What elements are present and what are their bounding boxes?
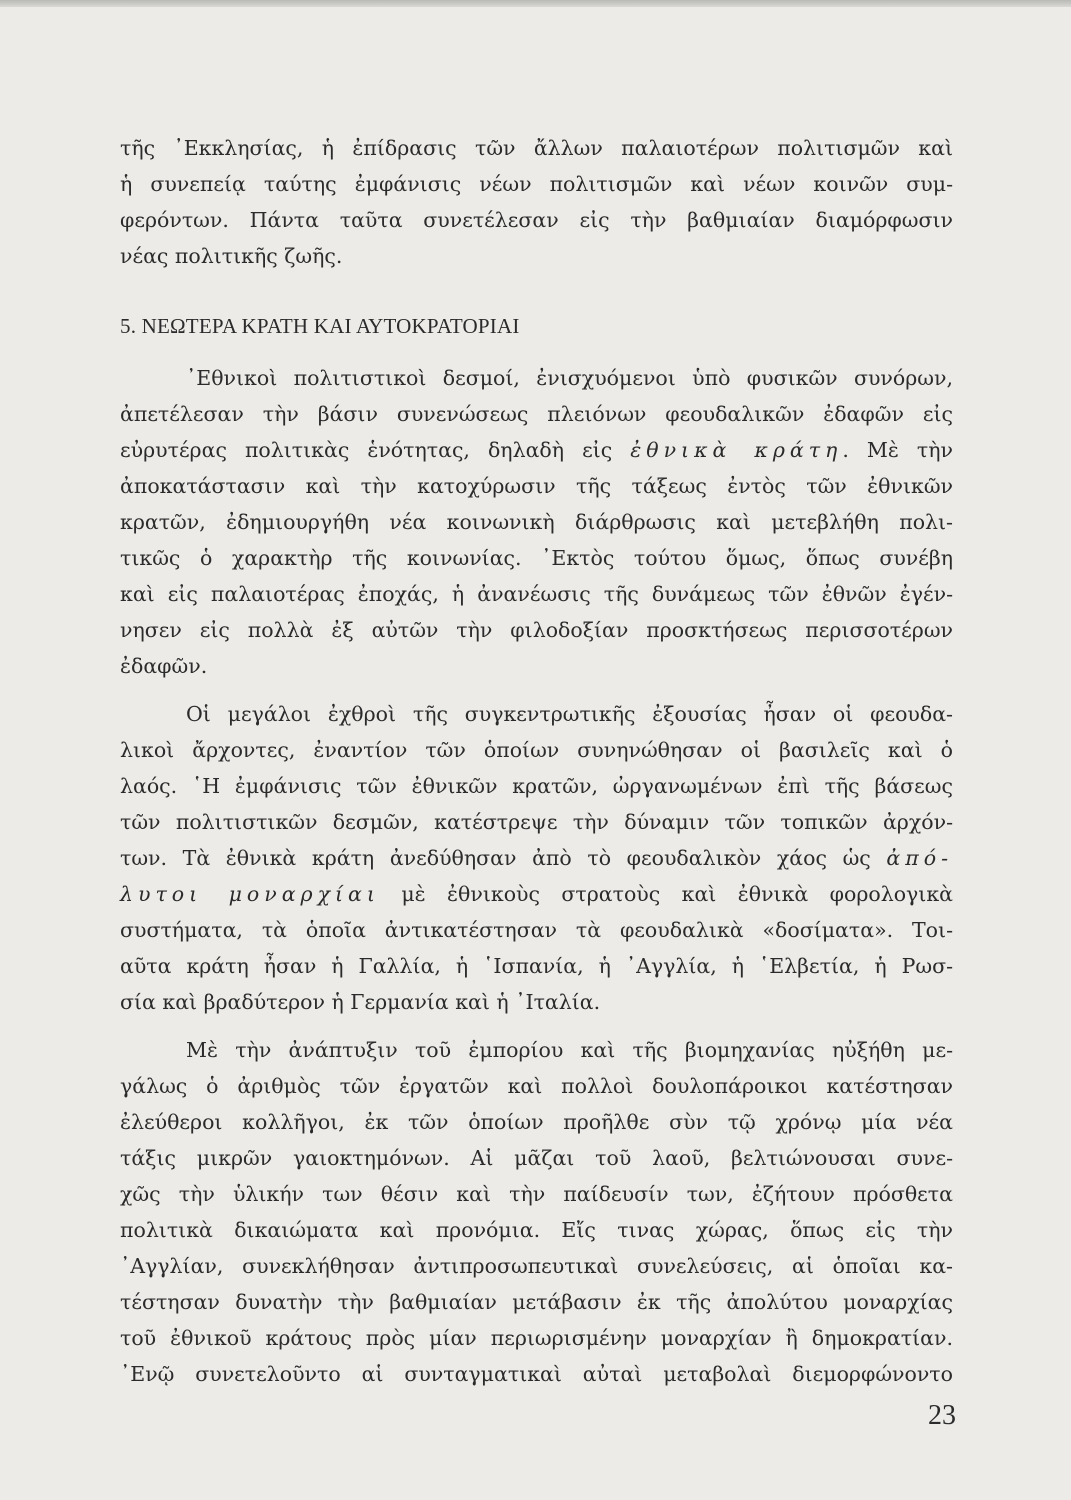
text-line: ἐδαφῶν. [120, 654, 208, 678]
text-line: χῶς τὴν ὑλικήν των θέσιν καὶ τὴν παίδευσίν των, ἐζήτουν πρόσθετα [120, 1182, 953, 1206]
page-top-edge [0, 0, 1071, 7]
emphasized-term: λυτοι μοναρχίαι [120, 882, 380, 906]
text-fragment: . Μὲ τὴν [842, 438, 953, 462]
text-line: τῶν πολιτιστικῶν δεσμῶν, κατέστρεψε τὴν δύναμιν τῶν τοπικῶν ἀρχόν- [120, 810, 953, 834]
text-line: τῆς ᾽Εκκλησίας, ἡ ἐπίδρασις τῶν ἄλλων παλαιοτέρων πολιτισμῶν καὶ [120, 136, 953, 160]
text-line: φερόντων. Πάντα ταῦτα συνετέλεσαν εἰς τὴν βαθμιαίαν διαμόρφωσιν [120, 208, 953, 232]
text-line [120, 840, 953, 876]
text-line: ᾽Αγγλίαν, συνεκλήθησαν ἀντιπροσωπευτικαὶ συνελεύσεις, αἱ ὁποῖαι κα- [120, 1254, 953, 1278]
paragraph-national-states [120, 360, 953, 684]
text-line: αῦτα κράτη ἦσαν ἡ Γαλλία, ἡ ῾Ισπανία, ἡ ᾽Αγγλία, ἡ ῾Ελβετία, ἡ Ρωσ- [120, 954, 953, 978]
text-line: νέας πολιτικῆς ζωῆς. [120, 244, 343, 268]
text-line: πολιτικὰ δικαιώματα καὶ προνόμια. Εἴς τινας χώρας, ὅπως εἰς τὴν [120, 1218, 953, 1242]
book-page-text [120, 130, 953, 1392]
text-line: νησεν εἰς πολλὰ ἐξ αὐτῶν τὴν φιλοδοξίαν προσκτήσεως περισσοτέρων [120, 618, 953, 642]
text-line: τικῶς ὁ χαρακτὴρ τῆς κοινωνίας. ᾽Εκτὸς τούτου ὅμως, ὅπως συνέβη [120, 546, 953, 570]
emphasized-term: ἀπό- [886, 846, 953, 870]
text-line: λαός. ῾Η ἐμφάνισις τῶν ἐθνικῶν κρατῶν, ὠργανωμένων ἐπὶ τῆς βάσεως [120, 774, 953, 798]
text-line: ᾽Ενῷ συνετελοῦντο αἱ συνταγματικαὶ αὐταὶ μεταβολαὶ διεμορφώνοντο [120, 1362, 953, 1386]
text-line: ᾽Εθνικοὶ πολιτιστικοὶ δεσμοί, ἐνισχυόμενοι ὑπὸ φυσικῶν συνόρων, [186, 366, 953, 390]
paragraph-gap [120, 1020, 953, 1032]
text-line: σία καὶ βραδύτερον ἡ Γερμανία καὶ ἡ ᾽Ιταλία. [120, 990, 601, 1014]
text-fragment: των. Τὰ ἐθνικὰ κράτη ἀνεδύθησαν ἀπὸ τὸ φεουδαλικὸν χάος ὡς [120, 846, 871, 870]
intro-paragraph [120, 130, 953, 274]
paragraph-feudal-lords [120, 696, 953, 1020]
emphasized-term: ἐθνικὰ κράτη [630, 438, 843, 462]
paragraph-commerce [120, 1032, 953, 1392]
text-line: λικοὶ ἄρχοντες, ἐναντίον τῶν ὁποίων συνηνώθησαν οἱ βασιλεῖς καὶ ὁ [120, 738, 953, 762]
text-line: καὶ εἰς παλαιοτέρας ἐποχάς, ἡ ἀνανέωσις τῆς δυνάμεως τῶν ἐθνῶν ἐγέν- [120, 582, 953, 606]
text-line: τέστησαν δυνατὴν τὴν βαθμιαίαν μετάβασιν ἐκ τῆς ἀπολύτου μοναρχίας [120, 1290, 953, 1314]
text-line: Μὲ τὴν ἀνάπτυξιν τοῦ ἐμπορίου καὶ τῆς βιομηχανίας ηὐξήθη με- [186, 1038, 953, 1062]
text-line: ἡ συνεπείᾳ ταύτης ἐμφάνισις νέων πολιτισμῶν καὶ νέων κοινῶν συμ- [120, 172, 953, 196]
text-line: συστήματα, τὰ ὁποῖα ἀντικατέστησαν τὰ φεουδαλικὰ «δοσίματα». Τοι- [120, 918, 953, 942]
text-line: τάξις μικρῶν γαιοκτημόνων. Αἱ μᾶζαι τοῦ λαοῦ, βελτιώνουσαι συνε- [120, 1146, 953, 1170]
text-line [120, 876, 953, 912]
page-number: 23 [928, 1400, 956, 1431]
text-fragment: μὲ ἐθνικοὺς στρατοὺς καὶ ἐθνικὰ φορολογικὰ [401, 882, 953, 906]
text-line [120, 432, 953, 468]
text-line: ἀποκατάστασιν καὶ τὴν κατοχύρωσιν τῆς τάξεως ἐντὸς τῶν ἐθνικῶν [120, 474, 953, 498]
text-line: ἀπετέλεσαν τὴν βάσιν συνενώσεως πλειόνων φεουδαλικῶν ἐδαφῶν εἰς [120, 402, 953, 426]
text-line: ἐλεύθεροι κολλῆγοι, ἐκ τῶν ὁποίων προῆλθε σὺν τῷ χρόνῳ μία νέα [120, 1110, 953, 1134]
text-line: γάλως ὁ ἀριθμὸς τῶν ἐργατῶν καὶ πολλοὶ δουλοπάροικοι κατέστησαν [120, 1074, 953, 1098]
section-heading: 5. ΝΕΩΤΕΡΑ ΚΡΑΤΗ ΚΑΙ ΑΥΤΟΚΡΑΤΟΡΙΑΙ [120, 314, 520, 338]
paragraph-gap [120, 684, 953, 696]
text-line: Οἱ μεγάλοι ἐχθροὶ τῆς συγκεντρωτικῆς ἐξουσίας ἦσαν οἱ φεουδα- [186, 702, 953, 726]
text-line: κρατῶν, ἐδημιουργήθη νέα κοινωνικὴ διάρθρωσις καὶ μετεβλήθη πολι- [120, 510, 953, 534]
text-line: τοῦ ἐθνικοῦ κράτους πρὸς μίαν περιωρισμένην μοναρχίαν ἢ δημοκρατίαν. [120, 1326, 953, 1350]
text-fragment: εὐρυτέρας πολιτικὰς ἑνότητας, δηλαδὴ εἰς [120, 438, 613, 462]
